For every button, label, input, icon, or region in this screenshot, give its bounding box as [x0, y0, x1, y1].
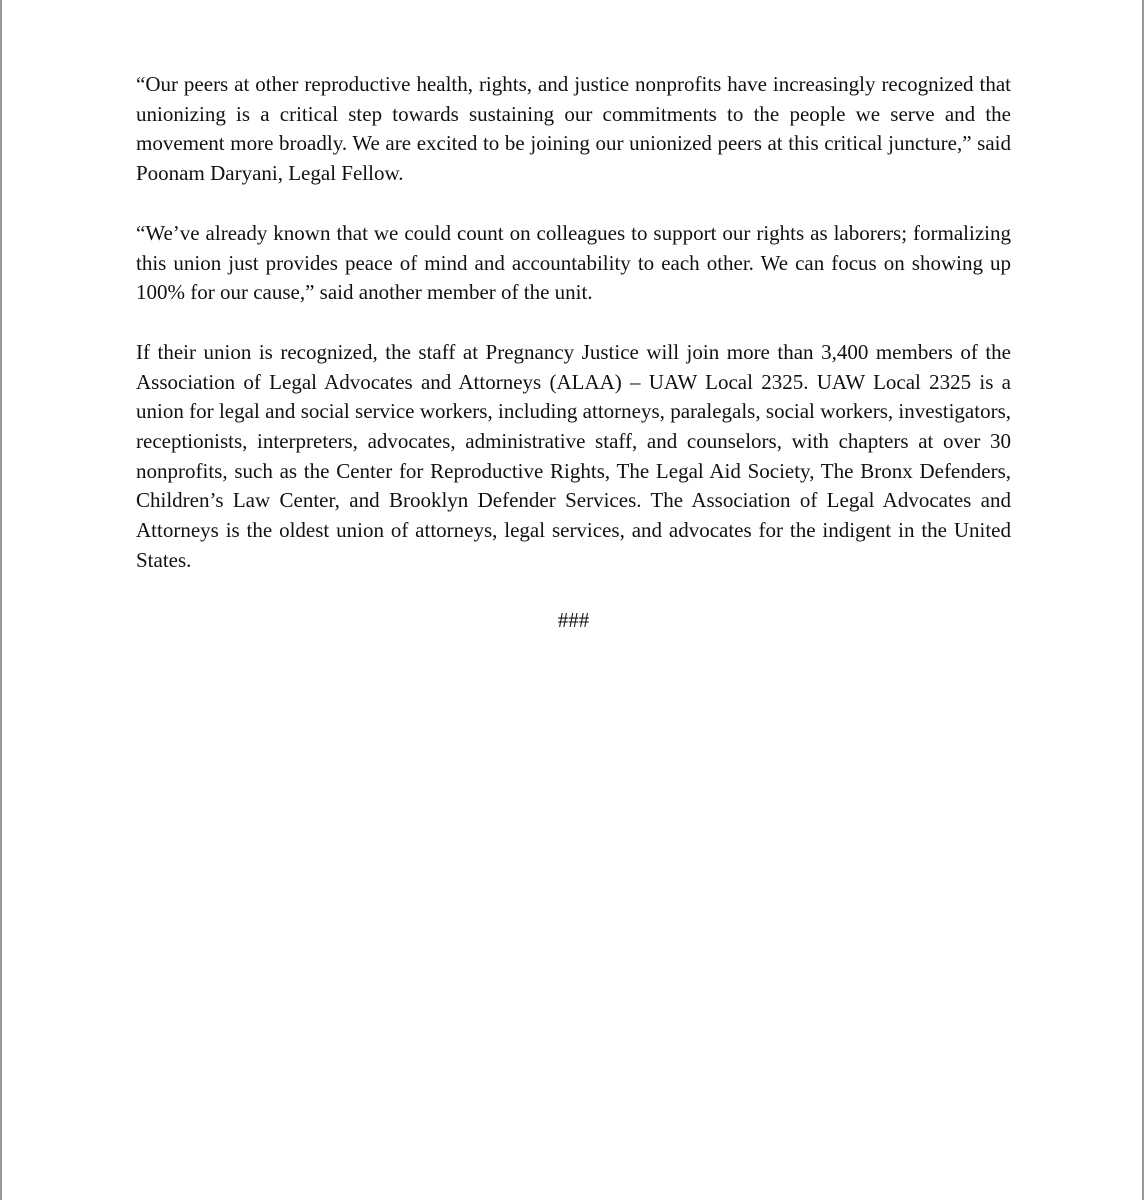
end-of-release-mark: ###	[557, 607, 590, 632]
quote-paragraph-member: “We’ve already known that we could count on colleagues to support our rights as laborers; formalizing this union just provides peace of mind and accountability to each other. We can focus on showing up 100% for our cause,” said another member of the unit.	[136, 220, 1011, 305]
union-info-paragraph: If their union is recognized, the staff at Pregnancy Justice will join more than 3,400 members of the Association of Legal Advocates and Attorneys (ALAA) – UAW Local 2325. UAW Local 2325 is a union for legal and social service workers, including attorneys, paralegals, social workers, investigators, receptionists, interpreters, advocates, administrative staff, and counselors, with chapters at over 30 nonprofits, such as the Center for Reproductive Rights, The Legal Aid Society, The Bronx Defenders, Children’s Law Center, and Brooklyn Defender Services. The Association of Legal Advocates and Attorneys is the oldest union of attorneys, legal services, and advocates for the indigent in the United States.	[136, 339, 1011, 572]
document-body	[136, 70, 1011, 635]
quote-paragraph-daryani: “Our peers at other reproductive health, rights, and justice nonprofits have increasingly recognized that unionizing is a critical step towards sustaining our commitments to the people we serve and the movement more broadly. We are excited to be joining our unionized peers at this critical juncture,” said Poonam Daryani, Legal Fellow.	[136, 72, 1011, 186]
